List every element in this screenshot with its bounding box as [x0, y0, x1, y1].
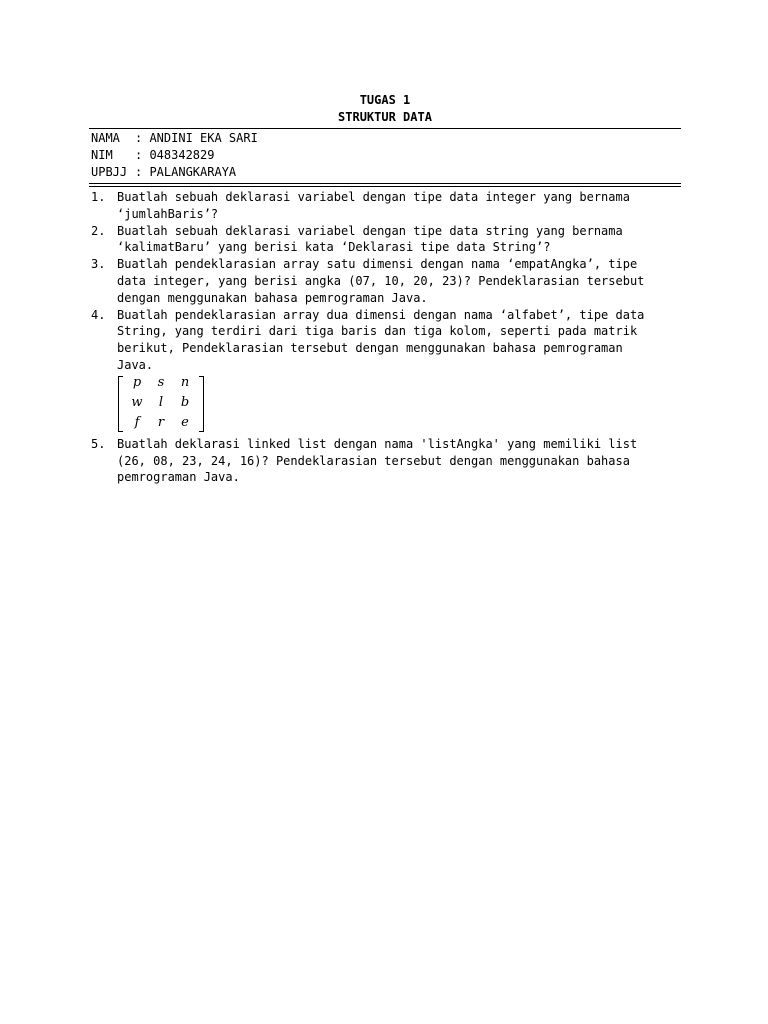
question-text: Buatlah deklarasi linked list dengan nama 'listAngka' yang memiliki list (26, 08, 23, 24, 16)? Pendeklarasian tersebut dengan menggunakan bahasa pemrograman Java. [117, 436, 638, 485]
question-number: 5. [91, 436, 106, 451]
question-text: Buatlah sebuah deklarasi variabel dengan tipe data integer yang bernama ‘jumlahBaris’? [117, 190, 630, 221]
identity-double-divider [89, 183, 681, 187]
matrix-row [125, 394, 197, 414]
question-number: 1. [91, 190, 106, 204]
header-divider [89, 128, 681, 129]
identity-label: UPBJJ [91, 165, 128, 179]
identity-value: : PALANGKARAYA [135, 165, 237, 179]
matrix-right-bracket [199, 376, 204, 432]
list-item [91, 436, 681, 486]
question-number: 3. [91, 257, 106, 272]
matrix-cell: p [132, 375, 142, 391]
matrix-cell: b [180, 395, 190, 411]
matrix-left-bracket [118, 376, 123, 432]
identity-label: NAMA [91, 131, 120, 145]
matrix-row [125, 374, 197, 394]
identity-row-nama [91, 130, 681, 147]
identity-row-nim [91, 147, 681, 164]
matrix-cell: w [131, 395, 143, 411]
question-text: Buatlah pendeklarasian array satu dimensi dengan nama ‘empatAngka’, tipe data integer, yang berisi angka (07, 10, 20, 23)? Pendeklarasian tersebut dengan menggunakan bahasa pemrograman Java. [117, 257, 645, 305]
identity-row-upbjj [91, 164, 681, 181]
identity-value: : ANDINI EKA SARI [135, 131, 258, 145]
identity-label: NIM [91, 148, 113, 162]
document-title: TUGAS 1 [359, 93, 411, 107]
student-identity [91, 130, 681, 181]
matrix-cell: l [158, 395, 164, 411]
matrix-cell: e [181, 415, 189, 431]
question-text: Buatlah sebuah deklarasi variabel dengan tipe data string yang bernama ‘kalimatBaru’ yang berisi kata ‘Deklarasi tipe data String’? [117, 223, 623, 255]
matrix-cell: n [180, 375, 190, 391]
list-item [91, 223, 681, 257]
list-item [91, 256, 681, 306]
list-item [91, 307, 681, 436]
letter-matrix [117, 374, 205, 434]
list-item [91, 189, 681, 223]
document-header [89, 92, 681, 126]
question-text: Buatlah pendeklarasian array dua dimensi dengan nama ‘alfabet’, tipe data String, yang terdiri dari tiga baris dan tiga kolom, seperti pada matrik berikut, Pendeklarasian tersebut dengan menggunakan bahasa pemrograman Java. [117, 307, 645, 372]
matrix-cell: r [157, 415, 165, 431]
matrix-cell: f [134, 415, 140, 431]
matrix-row [125, 414, 197, 434]
document-subtitle: STRUKTUR DATA [338, 110, 432, 124]
question-number: 4. [91, 307, 106, 322]
identity-value: : 048342829 [135, 148, 215, 162]
matrix-cell: s [157, 375, 165, 391]
question-list [91, 189, 681, 486]
question-number: 2. [91, 223, 106, 238]
